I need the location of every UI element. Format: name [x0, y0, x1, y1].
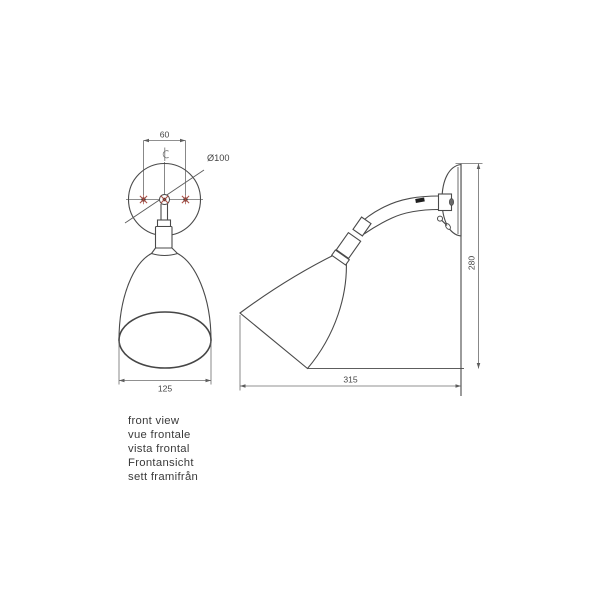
- caption-line-fr: vue frontale: [128, 429, 191, 441]
- centerline-symbol-icon: [163, 148, 168, 162]
- joint-neck-front: [158, 220, 171, 227]
- shade-opening-ellipse: [119, 312, 211, 368]
- dim-plate-diameter-label: Ø100: [207, 153, 230, 163]
- dim-shade-width-label: 125: [157, 383, 173, 394]
- caption-line-sv: sett framifrån: [128, 471, 199, 483]
- caption-line-en: front view: [128, 415, 180, 427]
- arm-set-screw: [415, 197, 425, 203]
- side-view: [240, 164, 483, 397]
- dim-height-label: 280: [466, 255, 477, 271]
- caption-block: [128, 415, 198, 483]
- shade-side: [240, 251, 346, 369]
- dim-hole-spacing-label: 60: [159, 129, 170, 140]
- caption-line-de: Frontansicht: [128, 457, 194, 469]
- arm-pivot: [449, 199, 453, 206]
- shade-collar-front: [152, 248, 178, 256]
- joint-barrel-front: [156, 227, 173, 249]
- stem-front: [152, 204, 178, 256]
- dim-depth-label: 315: [343, 374, 358, 385]
- caption-line-es: vista frontal: [128, 443, 190, 455]
- joint-sleeve-side: [353, 217, 371, 236]
- front-view: [119, 130, 229, 394]
- hole-marker-center: [160, 195, 170, 205]
- gooseneck-arm: [358, 196, 439, 234]
